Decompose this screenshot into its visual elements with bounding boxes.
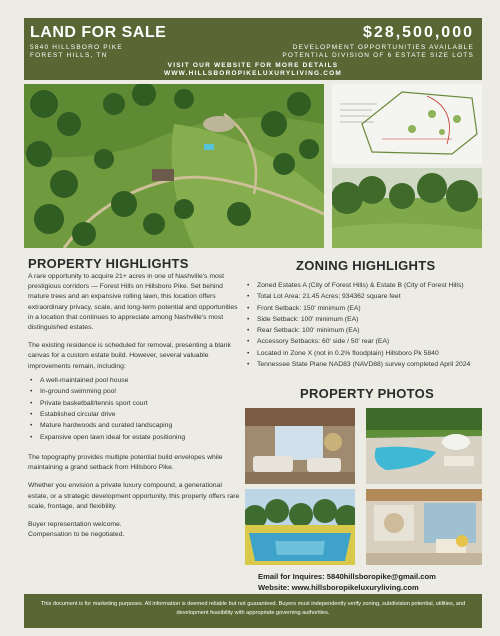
page-title: LAND FOR SALE [30, 24, 167, 41]
highlights-whether: Whether you envision a private luxury compound, a generational estate, or a strategic development opportunity, this property offers rare scale, frontage, and flexibility. [28, 482, 240, 510]
highlights-intro: A rare opportunity to acquire 21+ acres in one of Nashville's most prestigious corridors — Forest Hills on Hillsboro Pike. Set behind mature trees and an expansive rolling lawn, this location offers extraordinary privacy, scale, and long-term potential and opportunities in a location that continues to appreciate among Nashville's most distinguished estates. [28, 273, 238, 332]
address-line-2: FOREST HILLS, TN [30, 52, 108, 59]
compensation-note: Compensation to be negotiated. [28, 531, 125, 539]
property-photos-title: PROPERTY PHOTOS [300, 386, 435, 401]
website-callout-line-1: VISIT OUR WEBSITE FOR MORE DETAILS [167, 62, 339, 69]
address-line-1: 5840 HILLSBORO PIKE [30, 44, 123, 51]
list-item: • Established circular drive [28, 410, 240, 420]
website-line[interactable]: Website: www.hillsboropikeluxuryliving.com [258, 583, 419, 592]
highlights-existing: The existing residence is scheduled for removal, presenting a blank canvas for a custom estate build. However, several valuable improvements remain, including: [28, 342, 231, 370]
list-item: • Accessory Setbacks: 60' side / 50' rear (EA) [247, 336, 487, 347]
development-line-1: DEVELOPMENT OPPORTUNITIES AVAILABLE [292, 44, 474, 51]
header-right [282, 24, 474, 60]
contact-block [258, 571, 436, 593]
list-item: • Rear Setback: 100' minimum (EA) [247, 325, 487, 336]
aerial-photo [24, 84, 324, 248]
list-item: • Side Setback: 100' minimum (EA) [247, 314, 487, 325]
price: $28,500,000 [363, 24, 474, 41]
sport-court-photo [245, 489, 355, 565]
website-callout-url[interactable]: WWW.HILLSBOROPIKELUXURYLIVING.COM [163, 70, 343, 77]
lawn-photo [332, 168, 482, 248]
zoning-list [247, 280, 487, 370]
highlights-topography: The topography provides multiple potential build envelopes while maintaining a grand setback from Hillsboro Pike. [28, 453, 223, 472]
list-item: • Tennessee State Plane NAD83 (NAVD88) survey completed April 2024 [247, 359, 487, 370]
list-item: • Total Lot Area: 21.45 Acres; 934362 square feet [247, 291, 487, 302]
email-line[interactable]: Email for Inquires: 5840hillsboropike@gmail.com [258, 572, 436, 581]
site-plan-image [332, 84, 482, 164]
pool-house-interior-photo [366, 489, 482, 565]
header-left [30, 24, 166, 60]
website-callout [24, 62, 482, 78]
property-highlights-body [28, 272, 240, 540]
list-item: • A well-maintained pool house [28, 376, 240, 386]
list-item: • Mature hardwoods and curated landscaping [28, 421, 240, 431]
pool-photo [366, 408, 482, 484]
property-highlights-title: PROPERTY HIGHLIGHTS [28, 256, 189, 271]
list-item: • Zoned Estates A (City of Forest Hills) & Estate B (City of Forest Hills) [247, 280, 487, 291]
buyer-representation: Buyer representation welcome. [28, 521, 122, 528]
zoning-highlights-title: ZONING HIGHLIGHTS [296, 258, 436, 273]
list-item: • In-ground swimming pool [28, 387, 240, 397]
list-item: • Front Setback: 150' minimum (EA) [247, 303, 487, 314]
improvements-list [28, 376, 240, 443]
development-line-2: POTENTIAL DIVISION OF 6 ESTATE SIZE LOTS [282, 52, 474, 59]
footer-disclaimer [24, 594, 482, 628]
living-room-photo [245, 408, 355, 484]
header-banner [24, 18, 482, 80]
disclaimer-text: This document is for marketing purposes. All information is deemed reliable but not guaranteed. Buyers must independently verify zoning, subdivision potential, utilities, and development feasibility with appropriate governing authorities. [40, 601, 466, 616]
list-item: • Expansive open lawn ideal for estate positioning [28, 433, 240, 443]
list-item: • Located in Zone X (not in 0.2% floodplain) Hillsboro Pk 5840 [247, 348, 487, 359]
list-item: • Private basketball/tennis sport court [28, 399, 240, 409]
